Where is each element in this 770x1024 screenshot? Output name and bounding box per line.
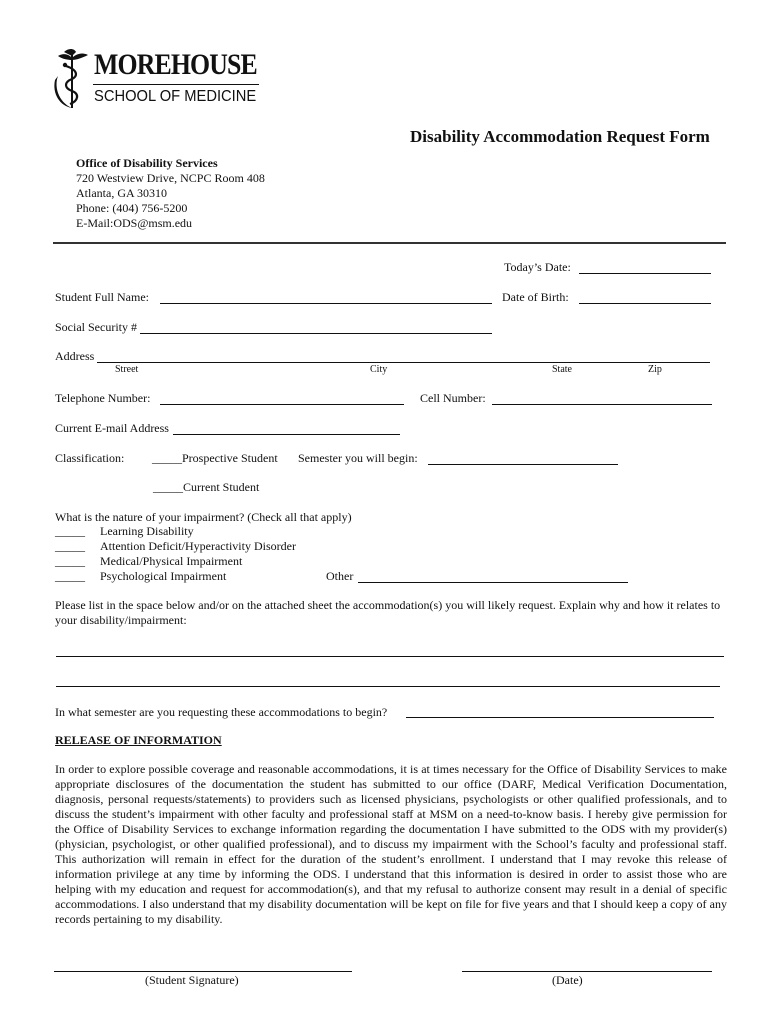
street-caption: Street — [115, 364, 139, 375]
date-field[interactable] — [462, 971, 712, 972]
cell-label: Cell Number: — [420, 391, 486, 405]
impairment-blank-1[interactable]: _____ — [55, 524, 85, 538]
semester-request-field[interactable] — [406, 717, 714, 718]
state-caption: State — [552, 364, 572, 375]
form-title: Disability Accommodation Request Form — [410, 127, 710, 146]
zip-caption: Zip — [648, 364, 662, 375]
impairment-option-psychological: Psychological Impairment — [100, 569, 227, 583]
office-info — [76, 156, 265, 231]
email-field[interactable] — [173, 434, 400, 435]
student-name-field[interactable] — [160, 303, 492, 304]
office-name: Office of Disability Services — [76, 156, 218, 170]
dob-label: Date of Birth: — [502, 290, 569, 304]
cell-field[interactable] — [492, 404, 712, 405]
ssn-field[interactable] — [140, 333, 492, 334]
semester-begin-label: Semester you will begin: — [298, 451, 418, 465]
address-label: Address — [55, 349, 95, 363]
todays-date-field[interactable] — [579, 273, 711, 274]
caduceus-icon — [52, 46, 92, 112]
logo-subtitle: SCHOOL OF MEDICINE — [94, 88, 257, 105]
office-email: E-Mail:ODS@msm.edu — [76, 216, 193, 230]
impairment-option-adhd: Attention Deficit/Hyperactivity Disorder — [100, 539, 296, 553]
impairment-option-medical: Medical/Physical Impairment — [100, 554, 243, 568]
city-caption: City — [370, 364, 388, 375]
telephone-label: Telephone Number: — [55, 391, 151, 405]
dob-field[interactable] — [579, 303, 711, 304]
office-city: Atlanta, GA 30310 — [76, 186, 167, 200]
logo-wordmark: MOREHOUSE — [94, 48, 257, 81]
logo-rule — [93, 84, 259, 85]
current-student-option[interactable]: _____Current Student — [153, 480, 260, 494]
impairment-blank-3[interactable]: _____ — [55, 554, 85, 568]
prospective-student-option[interactable]: _____Prospective Student — [152, 451, 278, 465]
ssn-label: Social Security # — [55, 320, 137, 334]
other-label: Other — [326, 569, 354, 583]
office-phone: Phone: (404) 756-5200 — [76, 201, 188, 215]
date-label: (Date) — [552, 973, 583, 987]
header-divider — [53, 242, 726, 244]
impairment-blank-2[interactable]: _____ — [55, 539, 85, 553]
accommodations-prompt: Please list in the space below and/or on the attached sheet the accommodation(s) you will likely request. Explain why and how it relates to your disability/impairment: — [55, 598, 721, 627]
impairment-blank-4[interactable]: _____ — [55, 569, 85, 583]
office-address: 720 Westview Drive, NCPC Room 408 — [76, 171, 265, 185]
student-signature-label: (Student Signature) — [145, 973, 239, 987]
accommodations-line-1[interactable] — [56, 656, 724, 657]
student-name-label: Student Full Name: — [55, 290, 149, 304]
semester-request-label: In what semester are you requesting these accommodations to begin? — [55, 705, 388, 719]
impairment-question: What is the nature of your impairment? (Check all that apply) — [55, 510, 352, 524]
semester-begin-field[interactable] — [428, 464, 618, 465]
student-signature-field[interactable] — [54, 971, 352, 972]
address-field[interactable] — [97, 362, 710, 363]
release-heading: RELEASE OF INFORMATION — [55, 733, 222, 747]
classification-label: Classification: — [55, 451, 125, 465]
other-field[interactable] — [358, 582, 628, 583]
todays-date-label: Today’s Date: — [504, 260, 571, 274]
impairment-option-learning: Learning Disability — [100, 524, 194, 538]
release-text: In order to explore possible coverage and reasonable accommodations, it is at times necessary for the Office of Disability Services to make appropriate disclosures of the documentation the student has submitted to our office (DARF, Medical Verification Documentation, diagnosis, personal requests/statements) to providers such as licensed physicians, psychologists or other qualified professionals, and to discuss the student’s impairment with other faculty and professional staff at MSM on a need-to-know basis. I hereby give permission for the Office of Disability Services to exchange information regarding the documentation I have submitted to the ODS with my provider(s) (physician, psychologist, or other qualified professional), and to discuss my impairment with the School’s faculty and professional staff. This authorization will remain in effect for the duration of the student’s enrollment. I understand that I may revoke this release of information privilege at any time by informing the ODS. I understand that this information is desired in order to assist those who are helping with my education and request for accommodation(s), and that my refusal to authorize consent may result in a denial of specific accommodations. I also understand that my disability documentation will be kept on file for five years and that I should keep a copy of any records pertaining to my disability. — [55, 762, 727, 926]
telephone-field[interactable] — [160, 404, 404, 405]
accommodations-line-2[interactable] — [56, 686, 720, 687]
email-label: Current E-mail Address — [55, 421, 169, 435]
